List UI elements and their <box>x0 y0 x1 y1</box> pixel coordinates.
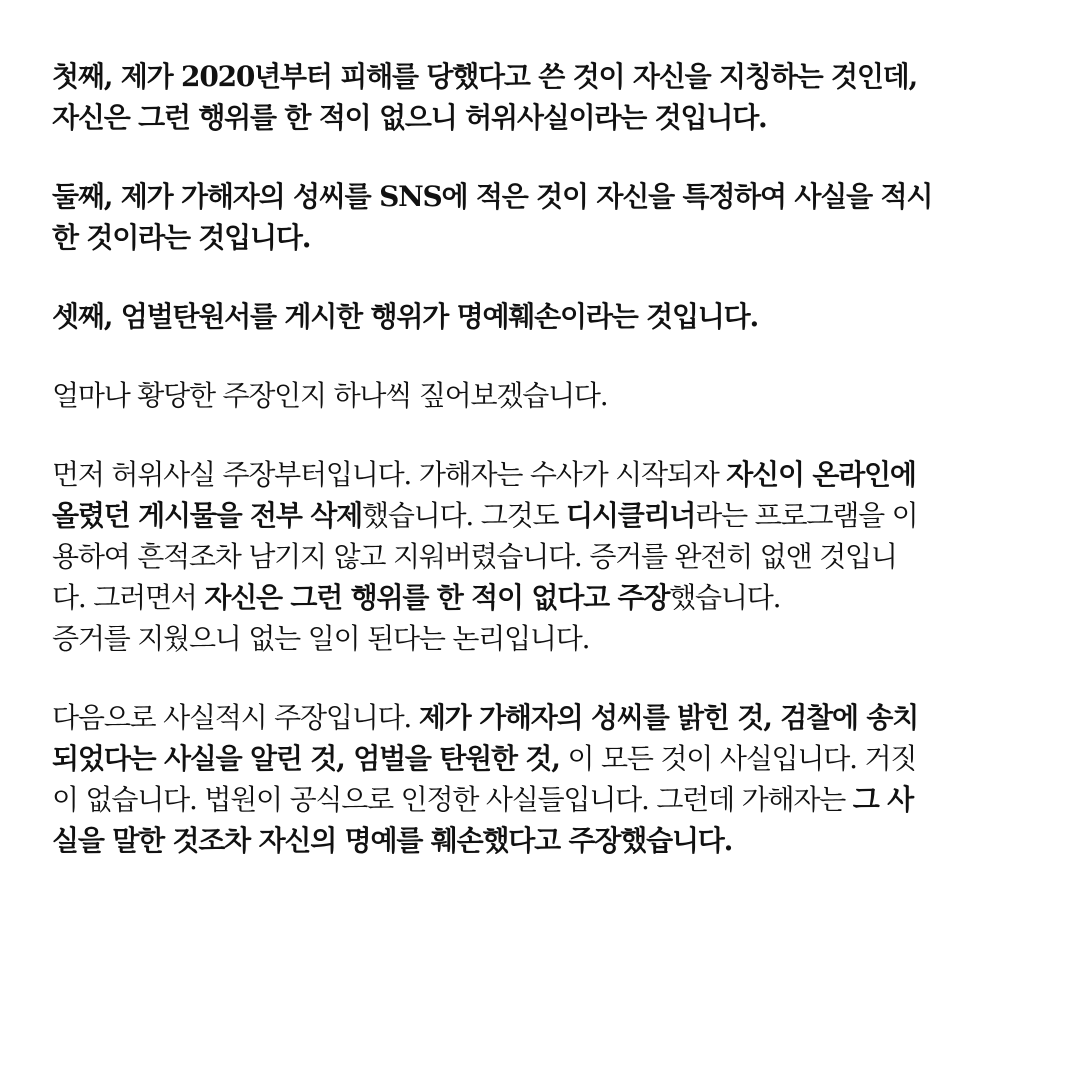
text-segment-bold: 되었다는 사실을 알린 것, 엄벌을 탄원한 것, <box>52 742 560 775</box>
text-line <box>52 779 1012 820</box>
paragraph-second-claim <box>52 176 1012 258</box>
text-line: 실을 말한 것조차 자신의 명예를 훼손했다고 주장했습니다. <box>52 824 733 857</box>
text-line <box>52 697 1012 738</box>
text-segment-bold: 올렸던 게시물을 전부 삭제 <box>52 499 362 532</box>
text-segment-bold: 그 사 <box>852 783 914 816</box>
text-segment-bold: 자신은 그런 행위를 한 적이 없다고 주장 <box>204 581 670 614</box>
text-line: 둘째, 제가 가해자의 성씨를 SNS에 적은 것이 자신을 특정하여 사실을 적시 <box>52 180 933 213</box>
text-line: 셋째, 엄벌탄원서를 게시한 행위가 명예훼손이라는 것입니다. <box>52 300 759 333</box>
paragraph-first-claim <box>52 56 1012 138</box>
text-segment: 했습니다. <box>669 581 781 614</box>
text-line <box>52 495 1012 536</box>
text-line: 한 것이라는 것입니다. <box>52 221 311 254</box>
document-body <box>52 56 1012 899</box>
text-line: 첫째, 제가 2020년부터 피해를 당했다고 쓴 것이 자신을 지칭하는 것인데, <box>52 60 918 93</box>
text-line: 얼마나 황당한 주장인지 하나씩 짚어보겠습니다. <box>52 379 608 412</box>
text-segment: 다. 그러면서 <box>52 581 205 614</box>
text-segment: 했습니다. 그것도 <box>361 499 567 532</box>
paragraph-third-claim <box>52 296 1012 337</box>
text-segment: 라는 프로그램을 이 <box>695 499 918 532</box>
text-line <box>52 577 1012 618</box>
paragraph-false-fact-rebuttal <box>52 454 1012 659</box>
text-segment: 이 없습니다. 법원이 공식으로 인정한 사실들입니다. 그런데 가해자는 <box>52 783 853 816</box>
text-segment: 이 모든 것이 사실입니다. 거짓 <box>559 742 917 775</box>
text-line <box>52 454 1012 495</box>
text-line: 자신은 그런 행위를 한 적이 없으니 허위사실이라는 것입니다. <box>52 101 767 134</box>
text-segment: 먼저 허위사실 주장부터입니다. 가해자는 수사가 시작되자 <box>52 458 727 491</box>
text-line: 용하여 흔적조차 남기지 않고 지워버렸습니다. 증거를 완전히 없앤 것입니 <box>52 540 897 573</box>
paragraph-intro <box>52 375 1012 416</box>
text-segment: 다음으로 사실적시 주장입니다. <box>52 701 419 734</box>
text-segment-bold: 제가 가해자의 성씨를 밝힌 것, 검찰에 송치 <box>418 701 919 734</box>
paragraph-fact-statement-rebuttal <box>52 697 1012 861</box>
text-segment-bold: 자신이 온라인에 <box>726 458 916 491</box>
text-segment-bold: 디시클리너 <box>566 499 696 532</box>
text-line <box>52 738 1012 779</box>
text-line: 증거를 지웠으니 없는 일이 된다는 논리입니다. <box>52 622 590 655</box>
